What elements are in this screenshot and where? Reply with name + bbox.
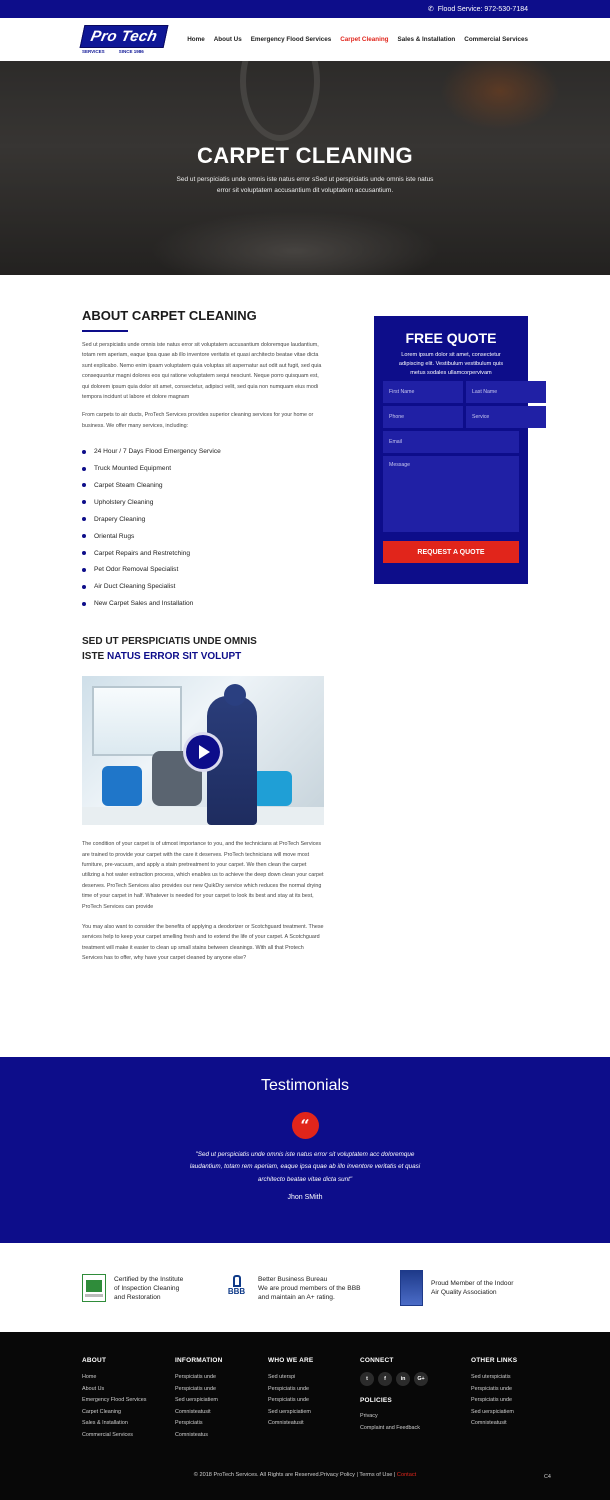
testimonial-author: Jhon SMith (287, 1193, 323, 1201)
footer-link[interactable]: Perspiciatis unde (175, 1374, 217, 1380)
about-paragraph: Sed ut perspiciatis unde omnis iste natus error sit voluptatem accusantium doloremque laudantium, totam rem aperiam, eaque ipsa quae ab illo inventore veritatis et quasi architecto beatae vitae dicta sunt explicabo. Nemo enim ipsam voluptatem quia voluptas sit aspernatur aut odit aut fugit, sed quia consequuntur magni dolores eos qui ratione voluptatem sequi nesciunt. Neque porro quisquam est, qui dolorem ipsum quia dolor sit amet, consectetur, adipisci velit, sed quia non numquam eius modi tempora incidunt ut labore et dolore magnam (82, 342, 322, 401)
footer-who-column: WHO WE ARE Sed uterspi Perspiciatis unde Perspiciatis unde Sed uerspiciatiem Comnisteatusit (268, 1357, 313, 1432)
message-field[interactable] (383, 456, 519, 532)
logo-since: SINCE 1986 (118, 49, 144, 54)
nav-commercial-services[interactable]: Commercial Services (464, 36, 528, 43)
footer-link[interactable]: Privacy (360, 1413, 378, 1419)
bullet-icon (82, 551, 86, 555)
footer-link[interactable]: Sed uterspi (268, 1374, 296, 1380)
bullet-icon (82, 467, 86, 471)
bbb-logo-icon: BBB (223, 1275, 250, 1301)
copyright-text: © 2018 ProTech Services. All Rights are Reserved. (193, 1472, 321, 1478)
last-name-field[interactable] (466, 381, 546, 403)
scotchguard-paragraph: You may also want to consider the benefits of applying a deodorizer or Scotchguard treatment. These services help to keep your carpet smelling fresh and to extend the life of your carpet. A Scotchguard treatment will make it easier to clean up small stains between cleanings. With all that Protech Services has to offer, why have your carpet cleaned by anyone else? (82, 924, 324, 962)
site-footer (0, 1332, 610, 1500)
footer-link[interactable]: Comnisteatus (175, 1431, 208, 1438)
footer-link[interactable]: Perspiciatis (175, 1420, 203, 1427)
hero-title: CARPET CLEANING (197, 143, 413, 168)
footer-link[interactable]: Perspiciatis unde (471, 1385, 513, 1392)
logo-text: Pro Tech (80, 25, 169, 48)
iicrc-logo-icon (82, 1274, 106, 1302)
hero-banner (0, 61, 610, 275)
services-list (82, 443, 324, 612)
testimonials-title: Testimonials (260, 1077, 350, 1094)
flood-service-phone[interactable]: Flood Service: 972-530-7184 (437, 5, 528, 13)
google-plus-icon[interactable]: G+ (414, 1372, 428, 1386)
first-name-field[interactable] (383, 381, 463, 403)
testimonial-text: "Sed ut perspiciatis unde omnis iste natus error sit voluptatem acc doloremque laudantium, totam rem aperiam, eaque ipsa quae ab illo inventore veritatis et quasi architecto beatae vitae dicta sunt" (189, 1151, 421, 1183)
privacy-policy-link[interactable]: Privacy Policy (320, 1472, 355, 1478)
bullet-icon (82, 500, 86, 504)
about-section (82, 308, 324, 964)
terms-of-use-link[interactable]: Terms of Use (359, 1472, 393, 1478)
footer-link[interactable]: Perspiciatis unde (175, 1385, 217, 1392)
bbb-certification: BBB Better Business Bureau We are proud members of the BBB and maintain an A+ rating. (223, 1275, 400, 1302)
nav-carpet-cleaning[interactable]: Carpet Cleaning (340, 36, 389, 43)
list-item: Carpet Repairs and Restretching (82, 545, 324, 562)
request-quote-button[interactable]: REQUEST A QUOTE (383, 541, 519, 563)
bullet-icon (82, 517, 86, 521)
list-item: Drapery Cleaning (82, 511, 324, 528)
services-intro: From carpets to air ducts, ProTech Services provides superior cleaning services for your home or business. We offer many services, including: (82, 412, 314, 429)
iicrc-certification: Certified by the Institute of Inspection Cleaning and Restoration (82, 1274, 223, 1302)
site-logo[interactable] (82, 25, 166, 54)
hero-text: Sed ut perspiciatis unde omnis iste natus error sSed ut perspiciatis unde omnis iste natus error sit voluptatem accusantium dit voluptatem accusantium. (176, 176, 434, 194)
site-header (0, 18, 610, 61)
bullet-icon (82, 602, 86, 606)
logo-services: SERVICES (82, 49, 105, 54)
list-item: Pet Odor Removal Specialist (82, 561, 324, 578)
footer-information-column: INFORMATION Perspiciatis unde Perspiciatis unde Sed uerspiciatiem Comnisteatusit Perspiciatis Comnisteatus (175, 1357, 223, 1444)
footer-connect-column: CONNECT t f in G+ POLICIES Privacy Complaint and Feedback (360, 1357, 428, 1436)
footer-link[interactable]: Home (82, 1374, 97, 1380)
play-icon (199, 745, 210, 759)
footer-link[interactable]: Perspiciatis unde (268, 1385, 310, 1392)
version-label: C4 (544, 1474, 551, 1480)
list-item: Carpet Steam Cleaning (82, 477, 324, 494)
free-quote-form (374, 316, 528, 584)
play-button[interactable] (183, 732, 223, 772)
title-underline (82, 330, 128, 332)
footer-about-column: ABOUT Home About Us Emergency Flood Services Carpet Cleaning Sales & Installation Commercial Services (82, 1357, 146, 1444)
footer-link[interactable]: Perspiciatis unde (268, 1397, 310, 1404)
iaqa-certification: Proud Member of the Indoor Air Quality Association (400, 1270, 513, 1306)
nav-emergency-flood-services[interactable]: Emergency Flood Services (250, 36, 332, 43)
footer-link[interactable]: Sed uerspiciatiem (471, 1408, 514, 1415)
certifications-bar (0, 1243, 610, 1333)
iaqa-logo-icon (400, 1270, 423, 1306)
footer-link[interactable]: Carpet Cleaning (82, 1408, 121, 1415)
testimonials-section (0, 1057, 610, 1243)
footer-link[interactable]: Comnisteatusit (471, 1420, 507, 1427)
nav-home[interactable]: Home (187, 36, 205, 43)
carpet-care-paragraph: The condition of your carpet is of utmost importance to you, and the technicians at ProTech Services are trained to provide your carpet with the care it deserves. ProTech technicians will move most furniture, pre-vacuum, and apply a stain pretreatment to your carpet. We then clean the carpet utilizing a hot water extraction process, which enables us to achieve the deep down clean your carpet deserves. ProTech Services also provides our new QuikDry service which reduces the normal drying time of your carpet in half. Whatever is needed for your carpet to look its best and stay at its best, ProTech Services can provide (82, 841, 324, 910)
video-player[interactable] (82, 676, 324, 825)
footer-link[interactable]: Sed uterspiciatis (471, 1374, 511, 1380)
service-field[interactable] (466, 406, 546, 428)
footer-link[interactable]: Perspiciatis unde (471, 1397, 513, 1404)
bullet-icon (82, 450, 86, 454)
copyright-bar: © 2018 ProTech Services. All Rights are Reserved.Privacy Policy | Terms of Use | Contact (193, 1472, 417, 1478)
social-links (360, 1372, 428, 1386)
footer-link[interactable]: Sed uerspiciatiem (268, 1408, 311, 1415)
phone-icon: ✆ (427, 6, 434, 13)
quote-icon: “ (292, 1112, 319, 1139)
main-nav (187, 36, 528, 43)
list-item: 24 Hour / 7 Days Flood Emergency Service (82, 443, 324, 460)
footer-link[interactable]: Complaint and Feedback (360, 1424, 420, 1431)
footer-link[interactable]: Commercial Services (82, 1431, 133, 1438)
video-section-title: SED UT PERSPICIATIS UNDE OMNIS ISTE NATUS ERROR SIT VOLUPT (82, 636, 257, 663)
list-item: Oriental Rugs (82, 528, 324, 545)
bullet-icon (82, 568, 86, 572)
linkedin-icon[interactable]: in (396, 1372, 410, 1386)
facebook-icon[interactable]: f (378, 1372, 392, 1386)
twitter-icon[interactable]: t (360, 1372, 374, 1386)
footer-other-links-column: OTHER LINKS Sed uterspiciatis Perspiciatis unde Perspiciatis unde Sed uerspiciatiem Comnisteatusit (471, 1357, 517, 1432)
quote-text: Lorem ipsum dolor sit amet, consectetur adipiscing elit. Vestibulum vestibulum quis metus sodales ullamcorpervivam (398, 352, 504, 376)
footer-link[interactable]: Comnisteatusit (175, 1408, 211, 1415)
footer-link[interactable]: Sales & Installation (82, 1420, 128, 1427)
phone-field[interactable] (383, 406, 463, 428)
policies-title: POLICIES (360, 1397, 392, 1404)
list-item: Truck Mounted Equipment (82, 460, 324, 477)
bullet-icon (82, 483, 86, 487)
list-item: Upholstery Cleaning (82, 494, 324, 511)
about-title: ABOUT CARPET CLEANING (82, 308, 257, 323)
main-content (0, 275, 610, 1057)
bullet-icon (82, 534, 86, 538)
list-item: Air Duct Cleaning Specialist (82, 578, 324, 595)
email-field[interactable] (383, 431, 519, 453)
footer-link[interactable]: Sed uerspiciatiem (175, 1397, 218, 1404)
footer-link[interactable]: Comnisteatusit (268, 1420, 304, 1427)
list-item: New Carpet Sales and Installation (82, 595, 324, 612)
nav-sales-installation[interactable]: Sales & Installation (397, 36, 456, 43)
contact-link[interactable]: Contact (396, 1472, 417, 1478)
nav-about-us[interactable]: About Us (213, 36, 242, 43)
quote-title: FREE QUOTE (405, 330, 497, 346)
top-bar (0, 0, 610, 18)
footer-link[interactable]: Emergency Flood Services (82, 1397, 147, 1404)
footer-link[interactable]: About Us (82, 1385, 105, 1392)
bullet-icon (82, 585, 86, 589)
